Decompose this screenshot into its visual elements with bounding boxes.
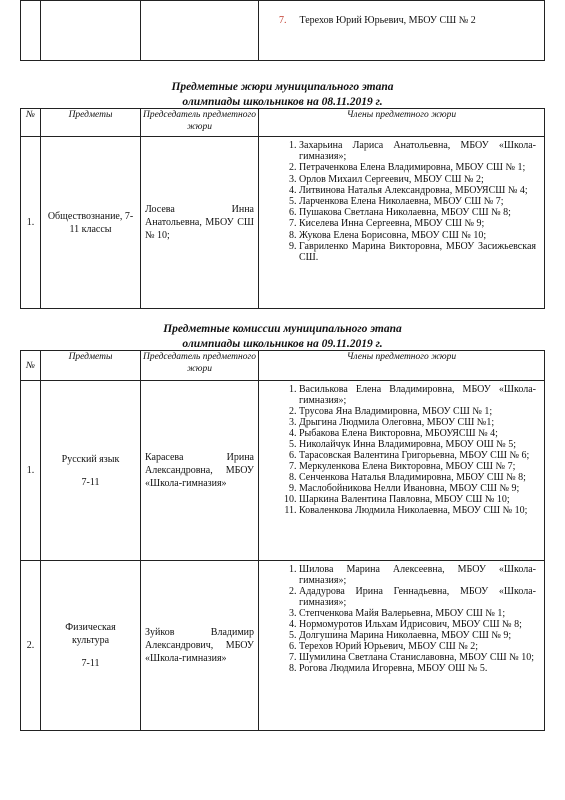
table-header-row [21,351,545,381]
member-item: 7. Шумилина Светлана Станиславовна, МБОУ СШ № 10; [299,652,536,663]
row-number: 1. [21,381,41,561]
members-list [259,564,544,674]
member-item: 8. Сенченкова Наталья Владимировна, МБОУ СШ № 8; [299,472,536,483]
member-item: 9. Маслобойникова Нелли Ивановна, МБОУ СШ № 9; [299,483,536,494]
section2-table [20,350,545,731]
member-item: 3. Дрыгина Людмила Олеговна, МБОУ СШ №1; [299,417,536,428]
member-item: 6. Тарасовская Валентина Григорьевна, МБОУ СШ № 6; [299,450,536,461]
member-item: 5. Долгушина Марина Николаевна, МБОУ СШ № 9; [299,630,536,641]
member-item: 1. Василькова Елена Владимировна, МБОУ «Школа-гимназия»; [299,384,536,406]
header-members: Члены предметного жюри [259,351,545,381]
member-item: 8. Жукова Елена Борисовна, МБОУ СШ № 10; [299,230,536,241]
row-number: 2. [21,561,41,731]
header-subjects: Предметы [41,351,141,381]
member-item: 2. Ададурова Ирина Геннадьевна, МБОУ «Школа-гимназия»; [299,586,536,608]
row-members [259,137,545,309]
header-num: № [21,351,41,381]
fragment-members-cell [259,1,545,61]
members-list [259,384,544,516]
member-item: 1. Шилова Марина Алексеевна, МБОУ «Школа-гимназия»; [299,564,536,586]
member-item: 7. Меркуленкова Елена Викторовна, МБОУ СШ № 7; [299,461,536,472]
fragment-num-cell [21,1,41,61]
fragment-member-text: Терехов Юрий Юрьевич, МБОУ СШ № 2 [299,15,476,26]
member-item: 4. Рыбакова Елена Викторовна, МБОУЯСШ № 4; [299,428,536,439]
member-item: 5. Николайчук Инна Владимировна, МБОУ ОШ № 5; [299,439,536,450]
member-item: 3. Степченкова Майя Валерьевна, МБОУ СШ № 1; [299,608,536,619]
member-item: 1. Захарьина Лариса Анатольевна, МБОУ «Школа-гимназия»; [299,140,536,162]
member-item: 10. Шаркина Валентина Павловна, МБОУ СШ № 10; [299,494,536,505]
member-item: 5. Ларченкова Елена Николаевна, МБОУ СШ № 7; [299,196,536,207]
fragment-chair-cell [141,1,259,61]
table-row [21,137,545,309]
table-row [21,561,545,731]
section1-table [20,108,545,309]
member-item: 9. Гавриленко Марина Викторовна, МБОУ Засижьевская СШ. [299,241,536,263]
member-item: 7. Киселева Инна Сергеевна, МБОУ СШ № 9; [299,218,536,229]
row-subject: Физическая культура 7-11 [41,561,141,731]
row-chair: Зуйков Владимир Александрович, МБОУ «Школа-гимназия» [141,561,259,731]
member-item: 8. Рогова Людмила Игоревна, МБОУ ОШ № 5. [299,663,536,674]
member-item: 11. Коваленкова Людмила Николаевна, МБОУ СШ № 10; [299,505,536,516]
member-item: 2. Петраченкова Елена Владимировна, МБОУ СШ № 1; [299,162,536,173]
member-item: 6. Терехов Юрий Юрьевич, МБОУ СШ № 2; [299,641,536,652]
row-chair: Лосева Инна Анатольевна, МБОУ СШ № 10; [141,137,259,309]
table-header-row [21,109,545,137]
header-chair: Председатель предметного жюри [141,109,259,137]
header-chair: Председатель предметного жюри [141,351,259,381]
row-chair: Карасева Ирина Александровна, МБОУ «Школа-гимназия» [141,381,259,561]
member-item: 3. Орлов Михаил Сергеевич, МБОУ СШ № 2; [299,174,536,185]
header-subjects: Предметы [41,109,141,137]
section1-title: Предметные жюри муниципального этапа олимпиады школьников на 08.11.2019 г. [171,81,394,108]
row-subject: Русский язык 7-11 [41,381,141,561]
members-list [259,140,544,263]
section2-title: Предметные комиссии муниципального этапа олимпиады школьников на 09.11.2019 г. [163,323,402,350]
table-row [21,381,545,561]
prev-table-fragment [20,0,545,61]
row-members [259,381,545,561]
header-members: Члены предметного жюри [259,109,545,137]
fragment-member-number: 7. [279,15,287,26]
row-members [259,561,545,731]
member-item: 4. Нормомуротов Ильхам Идрисович, МБОУ СШ № 8; [299,619,536,630]
row-number: 1. [21,137,41,309]
member-item: 4. Литвинова Наталья Александровна, МБОУЯСШ № 4; [299,185,536,196]
row-subject: Обществознание, 7-11 классы [41,137,141,309]
member-item: 6. Пушакова Светлана Николаевна, МБОУ СШ № 8; [299,207,536,218]
fragment-subject-cell [41,1,141,61]
member-item: 2. Трусова Яна Владимировна, МБОУ СШ № 1; [299,406,536,417]
header-num: № [21,109,41,137]
